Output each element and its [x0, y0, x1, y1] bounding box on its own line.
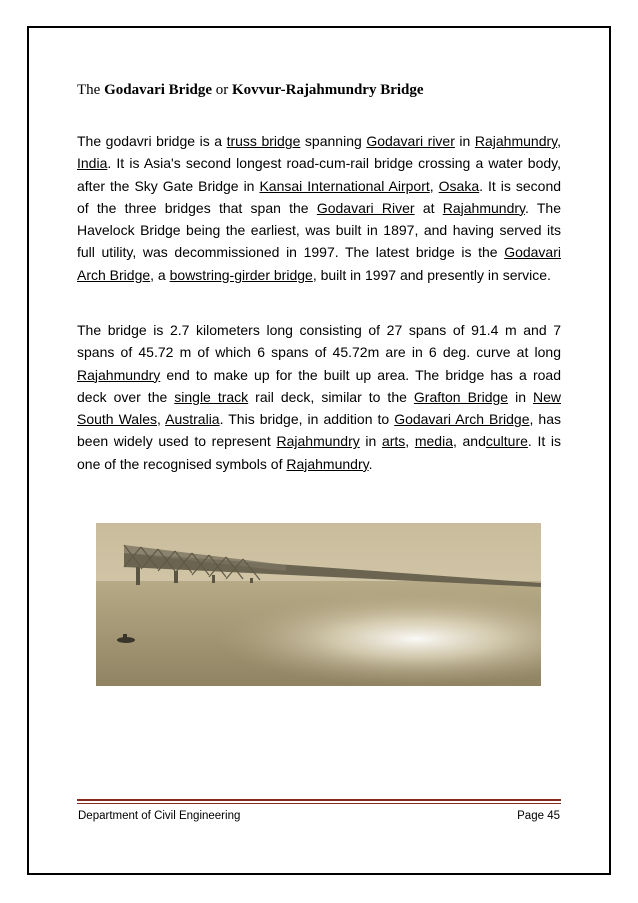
- bridge-photo: [96, 523, 541, 686]
- heading-bridge-alt-name: Kovvur-Rajahmundry Bridge: [232, 82, 424, 98]
- hyperlink[interactable]: Grafton Bridge: [413, 388, 509, 405]
- footer-department: Department of Civil Engineering: [78, 810, 241, 822]
- hyperlink[interactable]: bowstring-girder bridge: [169, 266, 313, 283]
- text-run: . It is one of the recognised symbols of: [77, 433, 562, 472]
- text-run: in: [508, 388, 533, 405]
- footer-rule: [77, 799, 561, 801]
- heading-or: or: [212, 82, 232, 98]
- hyperlink[interactable]: single track: [174, 388, 249, 405]
- paragraph-intro: [77, 130, 561, 286]
- document-heading: [77, 80, 567, 100]
- text-run: . It is second of the three bridges that span the: [77, 177, 562, 216]
- hyperlink[interactable]: Osaka: [438, 177, 480, 194]
- text-run: , built in 1997 and presently in service.: [312, 266, 551, 283]
- hyperlink[interactable]: Rajahmundry: [77, 366, 161, 383]
- text-run: at: [414, 199, 443, 216]
- text-run: end to make up for the built up area. The bridge has a road deck over the: [77, 366, 561, 405]
- hyperlink[interactable]: arts: [381, 433, 406, 450]
- paragraph-details: [77, 319, 561, 475]
- text-run: , and: [452, 433, 486, 450]
- text-run: ,: [405, 433, 415, 450]
- hyperlink[interactable]: Godavari Arch Bridge: [394, 411, 530, 428]
- hyperlink[interactable]: Rajahmundry: [276, 433, 360, 450]
- hyperlink[interactable]: Rajahmundry: [286, 455, 369, 472]
- text-run: rail deck, similar to the: [248, 388, 414, 405]
- hyperlink[interactable]: Rajahmundry: [442, 199, 525, 216]
- text-run: ,: [557, 133, 561, 149]
- hyperlink[interactable]: media: [414, 433, 453, 450]
- text-run: The godavri bridge is a: [77, 133, 227, 149]
- footer-page-number: Page 45: [517, 810, 560, 822]
- text-run: ,: [156, 411, 166, 428]
- text-run: , has been widely used to represent: [77, 411, 561, 450]
- hyperlink[interactable]: Rajahmundry: [474, 133, 558, 149]
- footer-rule-thin: [77, 803, 561, 804]
- text-run: . This bridge, in addition to: [219, 411, 395, 428]
- hyperlink[interactable]: New South Wales: [77, 388, 561, 428]
- heading-prefix: The: [77, 82, 105, 98]
- hyperlink[interactable]: Godavari Arch Bridge: [77, 244, 561, 283]
- text-run: , a: [150, 266, 170, 283]
- hyperlink[interactable]: India: [77, 155, 108, 172]
- hyperlink[interactable]: truss bridge: [226, 133, 301, 149]
- text-run: . The Havelock Bridge being the earliest, was built in 1897, and having served its full utility, was decommissioned in 1997. The latest bridge is the: [77, 199, 561, 261]
- text-run: ,: [429, 177, 439, 194]
- text-run: in: [359, 433, 382, 450]
- hyperlink[interactable]: Kansai International Airport: [259, 177, 430, 194]
- text-run: in: [454, 133, 475, 149]
- hyperlink[interactable]: Godavari River: [316, 199, 415, 216]
- hyperlink[interactable]: culture: [485, 433, 528, 450]
- hyperlink[interactable]: Godavari river: [366, 133, 455, 149]
- text-run: . It is Asia's second longest road-cum-rail bridge crossing a water body, after the Sky Gate Bridge in: [77, 155, 561, 194]
- text-run: The bridge is 2.7 kilometers long consisting of 27 spans of 91.4 m and 7 spans of 45.72 m of which 6 spans of 45.72m are in 6 deg. curve at long: [77, 322, 561, 361]
- text-run: .: [368, 455, 373, 472]
- heading-bridge-name: Godavari Bridge: [104, 82, 212, 98]
- hyperlink[interactable]: Australia: [165, 411, 220, 428]
- text-run: spanning: [300, 133, 367, 149]
